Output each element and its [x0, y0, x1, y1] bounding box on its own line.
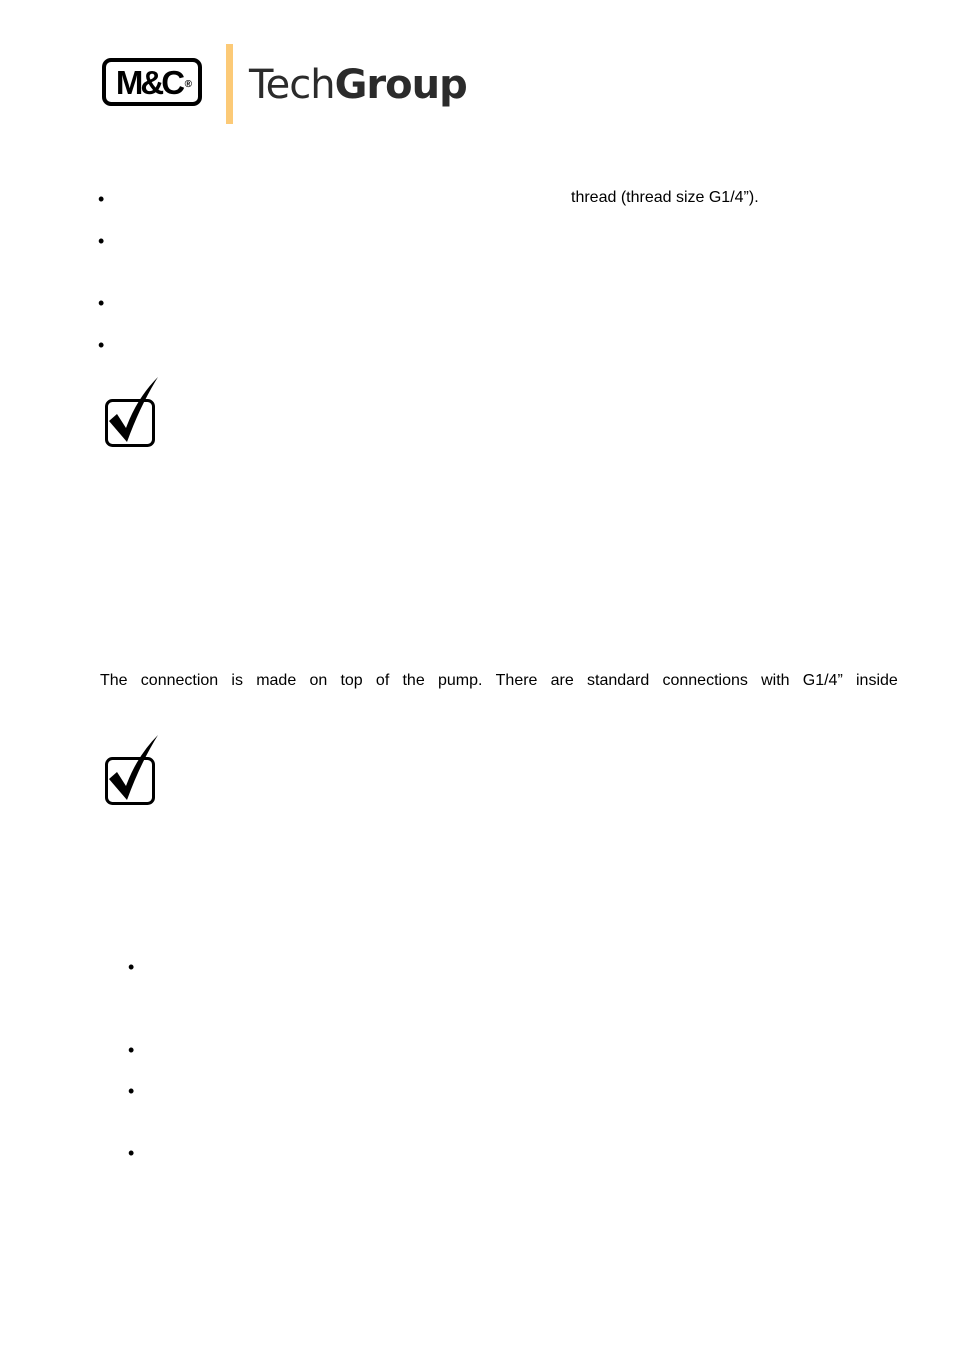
list-bullet: •	[98, 231, 105, 251]
brand-bold: Group	[334, 62, 467, 108]
list-bullet: •	[98, 293, 105, 313]
list-bullet: •	[128, 1040, 135, 1060]
list-bullet: •	[128, 957, 135, 977]
word: is	[231, 672, 243, 689]
brand-light: Tech	[249, 62, 335, 108]
word: standard	[587, 672, 650, 689]
word: G1/4”	[802, 672, 843, 689]
list-bullet: •	[98, 189, 105, 209]
brand-name	[249, 62, 467, 108]
word: top	[340, 672, 363, 689]
word: on	[309, 672, 328, 689]
word: of	[375, 672, 390, 689]
word: pump.	[437, 672, 483, 689]
logo-divider	[226, 44, 233, 124]
word: are	[550, 672, 574, 689]
mc-logo	[102, 58, 202, 106]
list-bullet: •	[128, 1081, 135, 1101]
word: made	[256, 672, 297, 689]
word: The	[100, 672, 128, 689]
word: the	[402, 672, 425, 689]
word: connections	[662, 672, 748, 689]
word: inside	[856, 672, 898, 689]
logo-registered-mark: ®	[184, 79, 192, 90]
list-bullet: •	[98, 335, 105, 355]
word: There	[495, 672, 538, 689]
list-bullet: •	[128, 1143, 135, 1163]
checkbox-check-icon	[104, 376, 160, 448]
bullet-text: thread (thread size G1/4”).	[571, 189, 759, 206]
logo-text: M&C	[115, 63, 183, 101]
word: connection	[140, 672, 219, 689]
word: with	[761, 672, 790, 689]
checkbox-check-icon	[104, 734, 160, 806]
paragraph-connection	[100, 671, 898, 691]
